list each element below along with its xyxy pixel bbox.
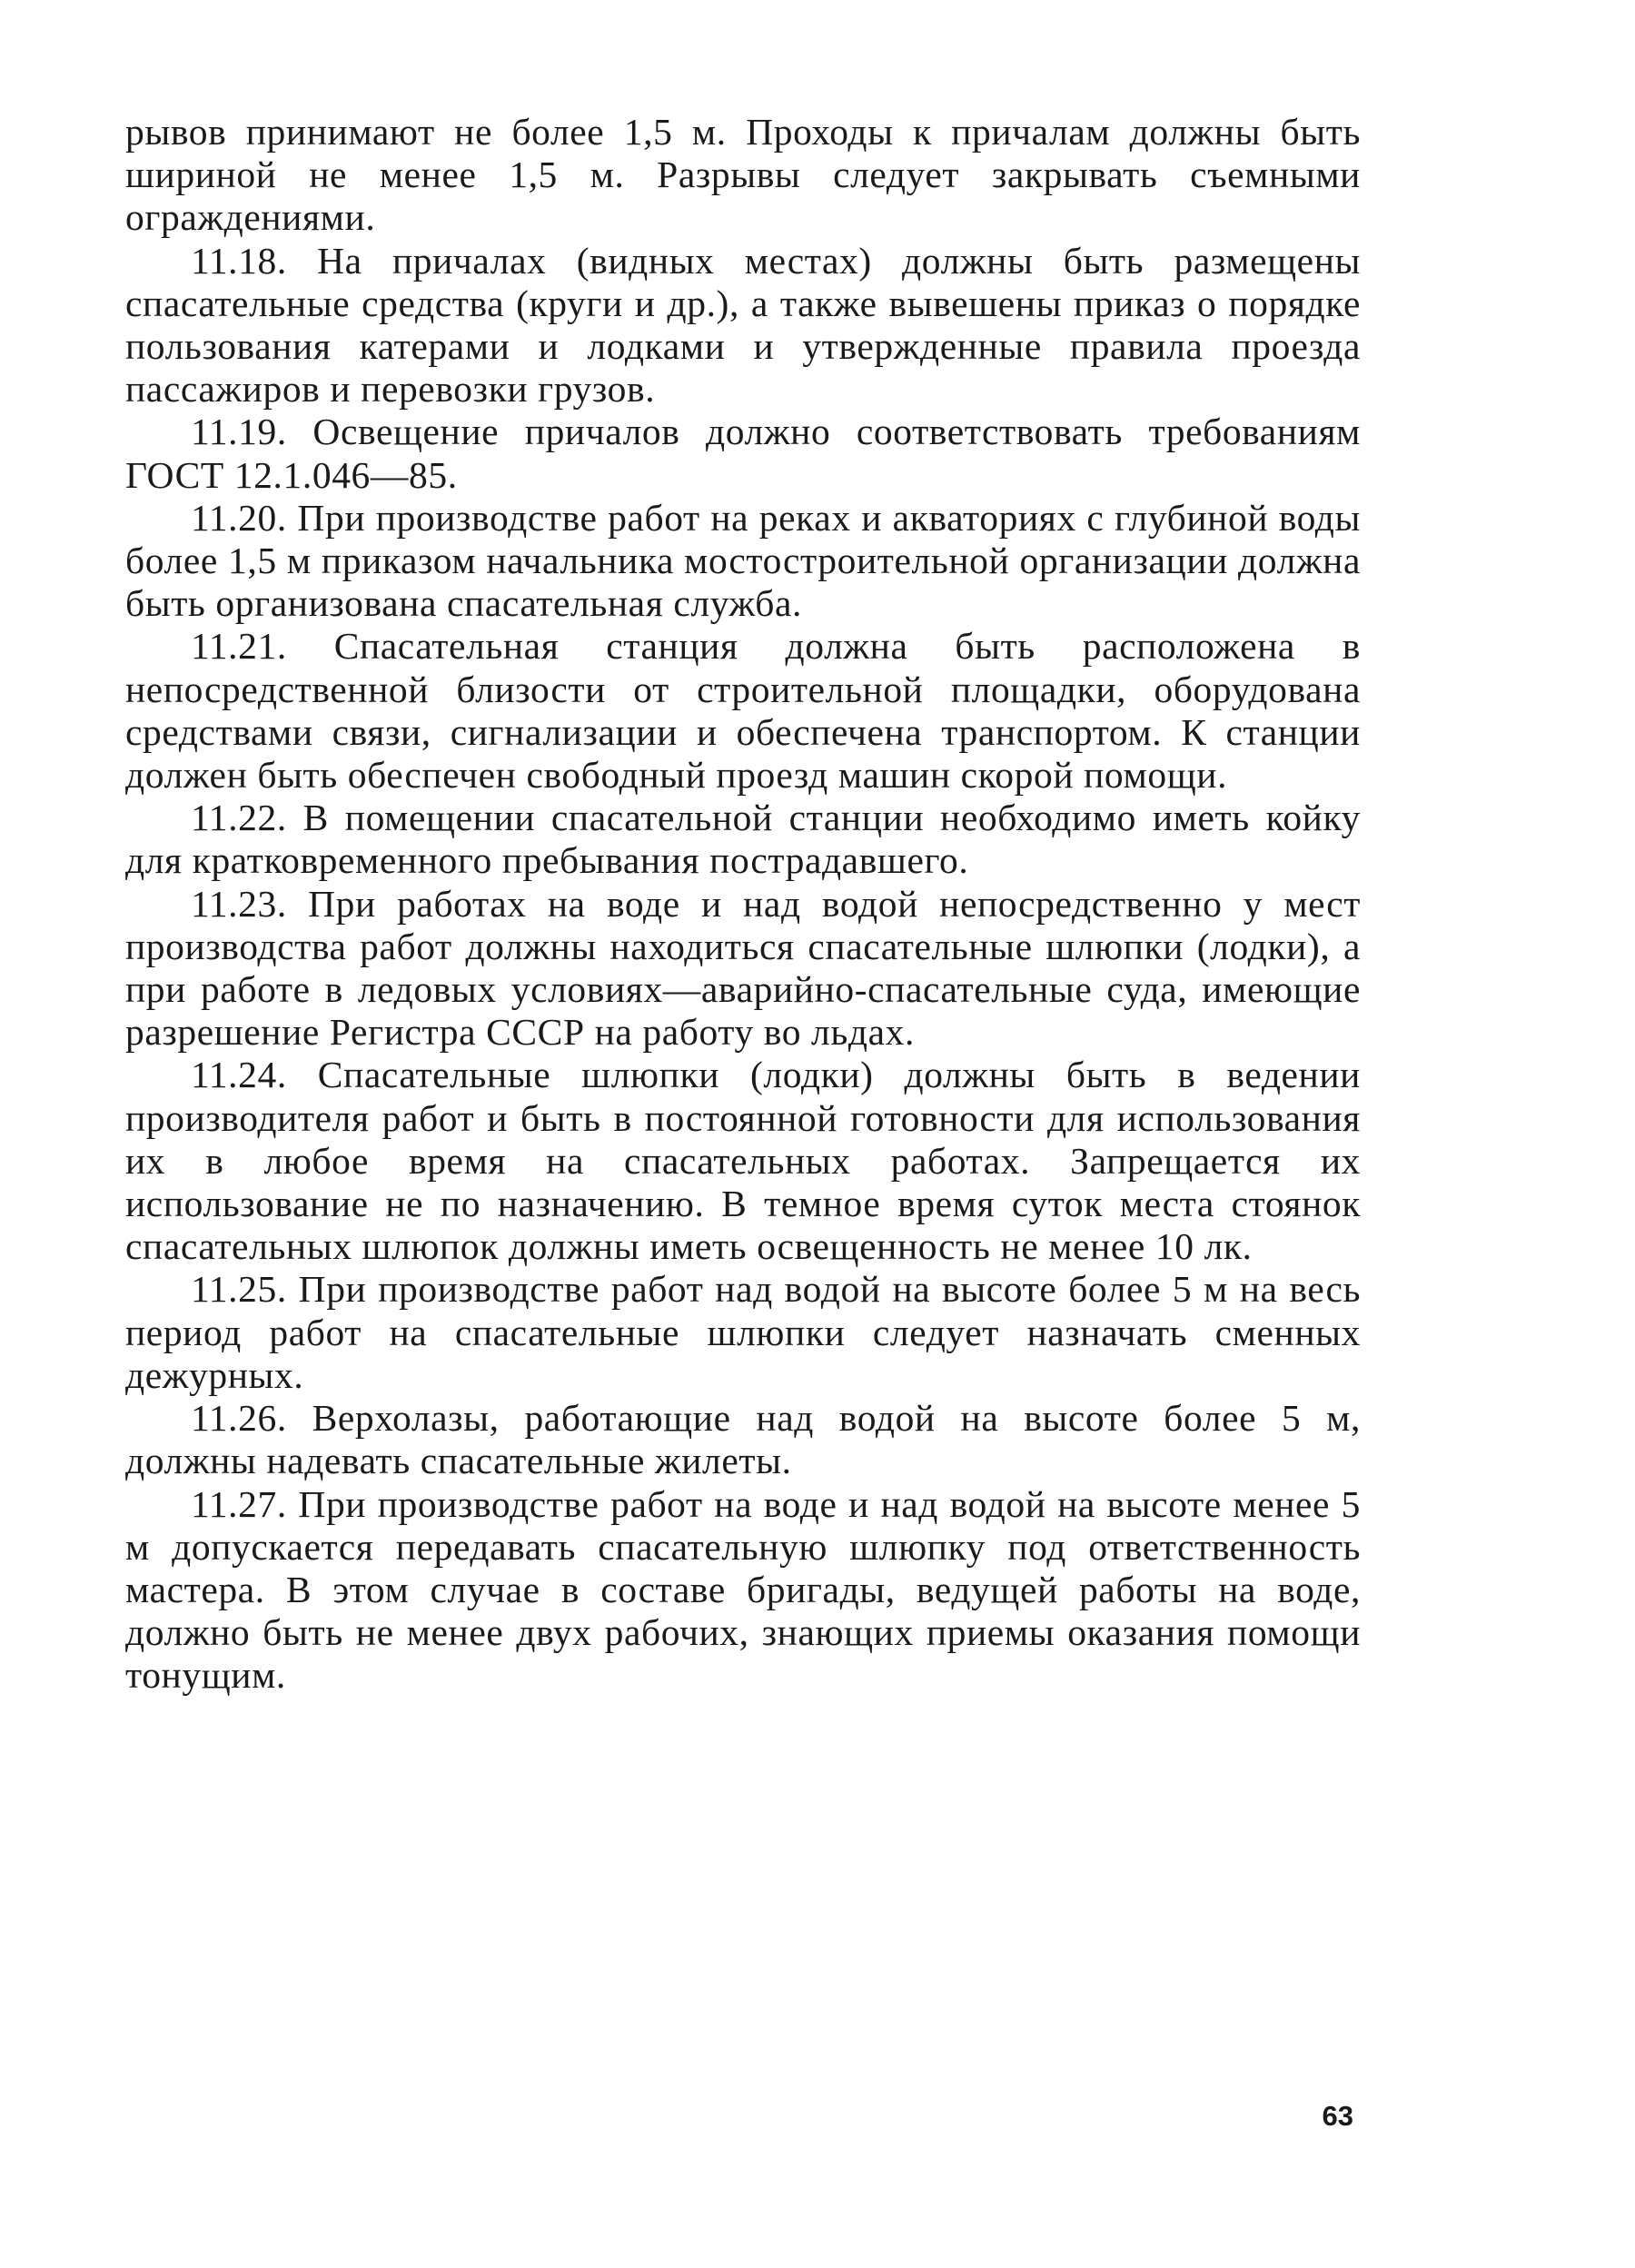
paragraph-11-20: 11.20. При производстве работ на реках и акваториях с глубиной воды более 1,5 м приказом начальника мостостроительной организации должна быть организована спасательная служба. (125, 496, 1361, 625)
paragraph-11-21: 11.21. Спасательная станция должна быть расположена в непосредственной близости от строительной площадки, оборудована средствами связи, сигнализации и обеспечена транспортом. К станции должен быть обеспечен свободный проезд машин скорой помощи. (125, 625, 1361, 797)
paragraph-11-19: 11.19. Освещение причалов должно соответствовать требованиям ГОСТ 12.1.046—85. (125, 411, 1361, 496)
page-number: 63 (1322, 2100, 1353, 2132)
paragraph-11-24: 11.24. Спасательные шлюпки (лодки) должны быть в ведении производителя работ и быть в постоянной готовности для использования их в любое время на спасательных работах. Запрещается их использование не по назначению. В темное время суток места стоянок спасательных шлюпок должны иметь освещенность не менее 10 лк. (125, 1054, 1361, 1268)
paragraph-11-25: 11.25. При производстве работ над водой на высоте более 5 м на весь период работ на спасательные шлюпки следует назначать сменных дежурных. (125, 1268, 1361, 1396)
paragraph-11-23: 11.23. При работах на воде и над водой непосредственно у мест производства работ должны находиться спасательные шлюпки (лодки), а при работе в ледовых условиях—аварийно-спасательные суда, имеющие разрешение Регистра СССР на работу во льдах. (125, 882, 1361, 1054)
paragraph-11-22: 11.22. В помещении спасательной станции необходимо иметь койку для кратковременного пребывания пострадавшего. (125, 797, 1361, 882)
paragraph-11-26: 11.26. Верхолазы, работающие над водой на высоте более 5 м, должны надевать спасательные жилеты. (125, 1397, 1361, 1482)
paragraph-11-18: 11.18. На причалах (видных местах) должны быть размещены спасательные средства (круги и др.), а также вывешены приказ о порядке пользования катерами и лодками и утвержденные правила проезда пассажиров и перевозки грузов. (125, 239, 1361, 411)
body-text (125, 111, 1361, 1698)
paragraph-11-27: 11.27. При производстве работ на воде и над водой на высоте менее 5 м допускается передавать спасательную шлюпку под ответственность мастера. В этом случае в составе бригады, ведущей работы на воде, должно быть не менее двух рабочих, знающих приемы оказания помощи тонущим. (125, 1482, 1361, 1697)
paragraph-continuation: рывов принимают не более 1,5 м. Проходы к причалам должны быть шириной не менее 1,5 м. Разрывы следует закрывать съемными ограждениями. (125, 111, 1361, 239)
